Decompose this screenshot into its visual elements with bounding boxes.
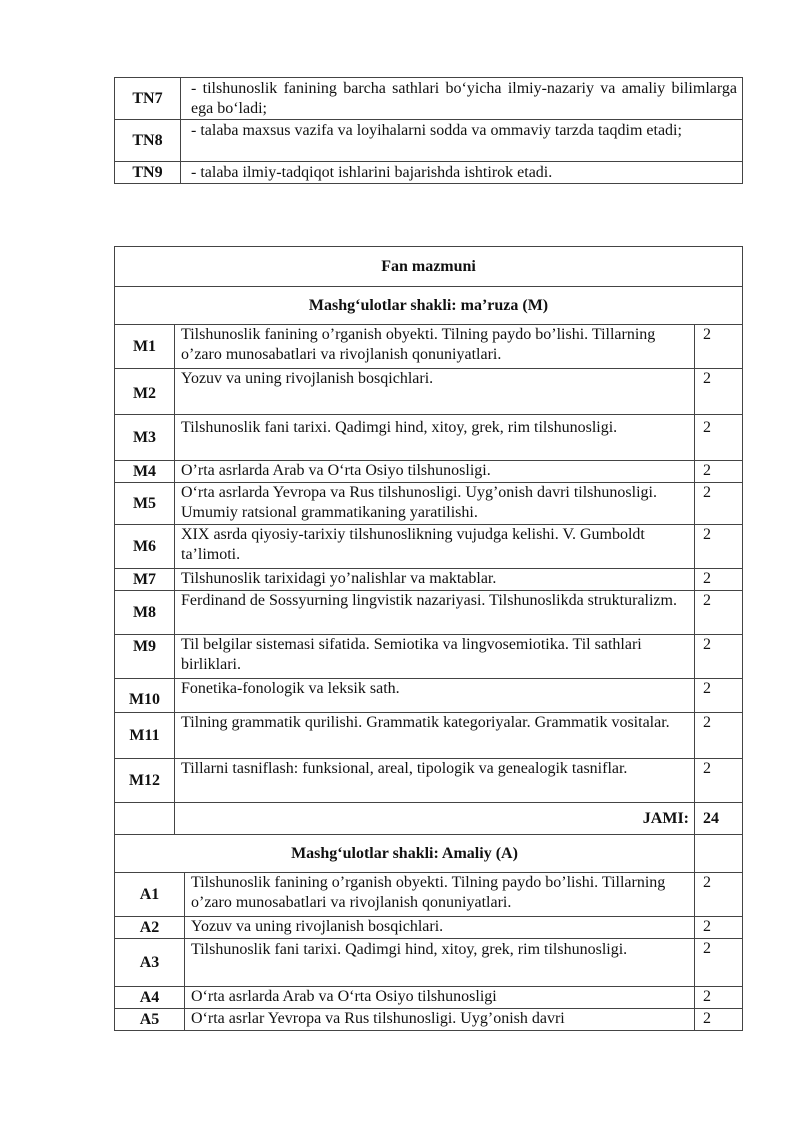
lesson-topic: Tilshunoslik fanining o’rganish obyekti. Tilning paydo bo’lishi. Tillarning o’zaro munosabatlari va rivojlanish qonuniyatlari. — [175, 325, 695, 369]
lesson-hours: 2 — [695, 759, 743, 803]
lesson-code: A3 — [115, 939, 185, 987]
lesson-code: A4 — [115, 987, 185, 1009]
table-row — [115, 713, 743, 759]
lesson-topic: Tillarni tasniflash: funksional, areal, tipologik va genealogik tasniflar. — [175, 759, 695, 803]
lesson-topic: O‘rta asrlar Yevropa va Rus tilshunosligi. Uyg’onish davri — [185, 1009, 695, 1031]
outcome-text: - talaba maxsus vazifa va loyihalarni sodda va ommaviy tarzda taqdim etadi; — [181, 120, 743, 162]
lesson-code: M4 — [115, 461, 175, 483]
lesson-code: A1 — [115, 873, 185, 917]
table-title: Fan mazmuni — [115, 247, 743, 287]
empty-cell — [695, 835, 743, 873]
lesson-code: M9 — [115, 635, 175, 679]
outcome-text: - talaba ilmiy-tadqiqot ishlarini bajarishda ishtirok etadi. — [181, 162, 743, 184]
lesson-code: M7 — [115, 569, 175, 591]
lesson-code: A2 — [115, 917, 185, 939]
table-row — [115, 987, 743, 1009]
table-title-row — [115, 247, 743, 287]
lesson-topic: Ferdinand de Sossyurning lingvistik nazariyasi. Tilshunoslikda strukturalizm. — [175, 591, 695, 635]
lesson-code: A5 — [115, 1009, 185, 1031]
lesson-hours: 2 — [695, 679, 743, 713]
lesson-hours: 2 — [695, 917, 743, 939]
total-label: JAMI: — [175, 803, 695, 835]
lesson-topic: Tilshunoslik fanining o’rganish obyekti. Tilning paydo bo’lishi. Tillarning o’zaro munosabatlari va rivojlanish qonuniyatlari. — [185, 873, 695, 917]
lesson-hours: 2 — [695, 591, 743, 635]
table-row — [115, 325, 743, 369]
table-row — [115, 415, 743, 461]
lesson-topic: Yozuv va uning rivojlanish bosqichlari. — [185, 917, 695, 939]
lesson-hours: 2 — [695, 461, 743, 483]
lesson-hours: 2 — [695, 635, 743, 679]
lesson-hours: 2 — [695, 569, 743, 591]
outcome-code: TN8 — [115, 120, 181, 162]
practical-section-heading: Mashg‘ulotlar shakli: Amaliy (A) — [115, 835, 695, 873]
lesson-code: M3 — [115, 415, 175, 461]
table-row — [115, 873, 743, 917]
table-row — [115, 569, 743, 591]
outcome-code: TN9 — [115, 162, 181, 184]
lesson-topic: Tilning grammatik qurilishi. Grammatik kategoriyalar. Grammatik vositalar. — [175, 713, 695, 759]
total-value: 24 — [695, 803, 743, 835]
lesson-topic: Fonetika-fonologik va leksik sath. — [175, 679, 695, 713]
lesson-topic: O‘rta asrlarda Yevropa va Rus tilshunosligi. Uyg’onish davri tilshunosligi. Umumiy ratsional grammatikaning yaratilishi. — [175, 483, 695, 525]
lesson-topic: O‘rta asrlarda Arab va O‘rta Osiyo tilshunosligi — [185, 987, 695, 1009]
lesson-topic: XIX asrda qiyosiy-tarixiy tilshunoslikning vujudga kelishi. V. Gumboldt ta’limoti. — [175, 525, 695, 569]
outcome-code: TN7 — [115, 78, 181, 120]
learning-outcomes-table — [114, 77, 743, 184]
table-row — [115, 591, 743, 635]
lesson-code: M5 — [115, 483, 175, 525]
table-row — [115, 120, 743, 162]
lesson-topic: Til belgilar sistemasi sifatida. Semiotika va lingvosemiotika. Til sathlari birliklari. — [175, 635, 695, 679]
table-row — [115, 525, 743, 569]
lesson-hours: 2 — [695, 525, 743, 569]
table-row — [115, 759, 743, 803]
lesson-topic: Tilshunoslik tarixidagi yo’nalishlar va maktablar. — [175, 569, 695, 591]
total-row — [115, 803, 743, 835]
outcome-text: - tilshunoslik fanining barcha sathlari bo‘yicha ilmiy-nazariy va amaliy bilimlarga ega bo‘ladi; — [181, 78, 743, 120]
table-row — [115, 679, 743, 713]
lesson-hours: 2 — [695, 483, 743, 525]
lesson-topic: Tilshunoslik fani tarixi. Qadimgi hind, xitoy, grek, rim tilshunosligi. — [185, 939, 695, 987]
lesson-hours: 2 — [695, 987, 743, 1009]
table-row — [115, 369, 743, 415]
lesson-hours: 2 — [695, 415, 743, 461]
lesson-code: M2 — [115, 369, 175, 415]
lesson-hours: 2 — [695, 873, 743, 917]
lesson-hours: 2 — [695, 713, 743, 759]
table-row — [115, 162, 743, 184]
table-row — [115, 461, 743, 483]
lesson-code: M10 — [115, 679, 175, 713]
table-row — [115, 483, 743, 525]
lesson-code: M8 — [115, 591, 175, 635]
empty-cell — [115, 803, 175, 835]
course-content-table — [114, 246, 743, 1031]
lesson-code: M12 — [115, 759, 175, 803]
lesson-code: M11 — [115, 713, 175, 759]
lesson-hours: 2 — [695, 1009, 743, 1031]
lesson-hours: 2 — [695, 325, 743, 369]
lesson-topic: Tilshunoslik fani tarixi. Qadimgi hind, xitoy, grek, rim tilshunosligi. — [175, 415, 695, 461]
lesson-code: M1 — [115, 325, 175, 369]
table-row — [115, 1009, 743, 1031]
lesson-hours: 2 — [695, 939, 743, 987]
lesson-topic: O’rta asrlarda Arab va O‘rta Osiyo tilshunosligi. — [175, 461, 695, 483]
table-row — [115, 78, 743, 120]
section-heading-row — [115, 287, 743, 325]
table-row — [115, 635, 743, 679]
lesson-topic: Yozuv va uning rivojlanish bosqichlari. — [175, 369, 695, 415]
lecture-section-heading: Mashg‘ulotlar shakli: ma’ruza (M) — [115, 287, 743, 325]
table-row — [115, 917, 743, 939]
table-row — [115, 939, 743, 987]
lesson-code: M6 — [115, 525, 175, 569]
section-heading-row — [115, 835, 743, 873]
lesson-hours: 2 — [695, 369, 743, 415]
